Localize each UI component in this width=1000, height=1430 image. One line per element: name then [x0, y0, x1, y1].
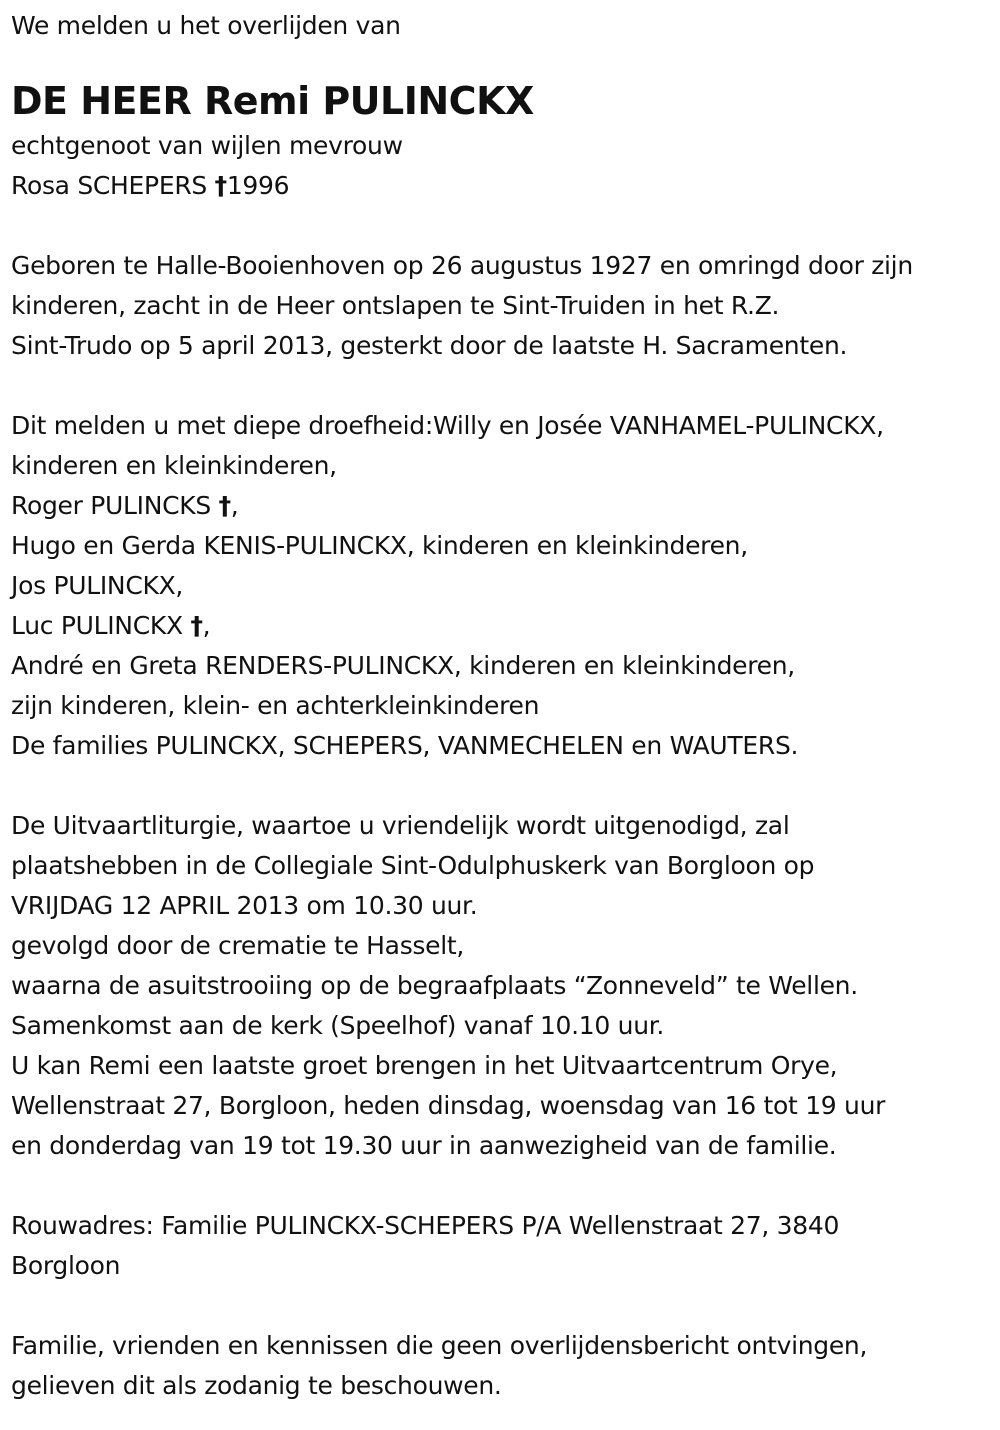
- funeral-line: U kan Remi een laatste groet brengen in het Uitvaartcentrum Orye,: [11, 1051, 838, 1080]
- paragraph-line: Sint-Trudo op 5 april 2013, gesterkt door de laatste H. Sacramenten.: [11, 331, 848, 360]
- funeral-line: Wellenstraat 27, Borgloon, heden dinsdag, woensdag van 16 tot 19 uur: [11, 1091, 886, 1120]
- family-line: Dit melden u met diepe droefheid:Willy en Josée VANHAMEL-PULINCKX,: [11, 411, 884, 440]
- funeral-line: Samenkomst aan de kerk (Speelhof) vanaf 10.10 uur.: [11, 1011, 665, 1040]
- birth-death-paragraph: [11, 246, 996, 366]
- family-paragraph: [11, 406, 996, 766]
- spacer: [11, 1286, 996, 1326]
- cross-icon: †: [190, 611, 203, 640]
- cross-icon: †: [214, 171, 227, 200]
- funeral-line: plaatshebben in de Collegiale Sint-Odulphuskerk van Borgloon op: [11, 851, 815, 880]
- funeral-line: waarna de asuitstrooiing op de begraafplaats “Zonneveld” te Wellen.: [11, 971, 858, 1000]
- spacer: [11, 1166, 996, 1206]
- spouse-name-line: [11, 166, 996, 206]
- closing-paragraph: [11, 1326, 996, 1406]
- spouse-name: Rosa SCHEPERS: [11, 171, 215, 200]
- spouse-death-year: 1996: [226, 171, 290, 200]
- address-line: Borgloon: [11, 1251, 121, 1280]
- family-line: De families PULINCKX, SCHEPERS, VANMECHELEN en WAUTERS.: [11, 731, 799, 760]
- closing-line: Familie, vrienden en kennissen die geen overlijdensbericht ontvingen,: [11, 1331, 868, 1360]
- family-name: Roger PULINCKS: [11, 491, 219, 520]
- paragraph-line: kinderen, zacht in de Heer ontslapen te Sint-Truiden in het R.Z.: [11, 291, 780, 320]
- family-line: kinderen en kleinkinderen,: [11, 451, 337, 480]
- family-member-jos: Jos PULINCKX,: [11, 571, 184, 600]
- family-member-roger: Roger PULINCKS †,: [11, 486, 996, 526]
- closing-line: gelieven dit als zodanig te beschouwen.: [11, 1371, 502, 1400]
- family-line: zijn kinderen, klein- en achterkleinkinderen: [11, 691, 540, 720]
- address-line: Rouwadres: Familie PULINCKX-SCHEPERS P/A Wellenstraat 27, 3840: [11, 1211, 840, 1240]
- funeral-line: gevolgd door de crematie te Hasselt,: [11, 931, 465, 960]
- spouse-line: echtgenoot van wijlen mevrouw: [11, 131, 403, 160]
- paragraph-line: Geboren te Halle-Booienhoven op 26 augustus 1927 en omringd door zijn: [11, 251, 913, 280]
- funeral-line: VRIJDAG 12 APRIL 2013 om 10.30 uur.: [11, 891, 478, 920]
- cross-icon: †: [218, 491, 231, 520]
- family-member-luc: Luc PULINCKX †,: [11, 606, 996, 646]
- spacer: [11, 46, 996, 76]
- spacer: [11, 206, 996, 246]
- family-member-hugo: Hugo en Gerda KENIS-PULINCKX, kinderen en kleinkinderen,: [11, 531, 748, 560]
- address-paragraph: [11, 1206, 996, 1286]
- family-name: Luc PULINCKX: [11, 611, 191, 640]
- deceased-name: DE HEER Remi PULINCKX: [11, 79, 534, 123]
- spacer: [11, 366, 996, 406]
- spacer: [11, 766, 996, 806]
- funeral-line: De Uitvaartliturgie, waartoe u vriendelijk wordt uitgenodigd, zal: [11, 811, 790, 840]
- family-member-andre: André en Greta RENDERS-PULINCKX, kinderen en kleinkinderen,: [11, 651, 795, 680]
- obituary-notice: [11, 6, 996, 1406]
- funeral-paragraph: [11, 806, 996, 1166]
- funeral-line: en donderdag van 19 tot 19.30 uur in aanwezigheid van de familie.: [11, 1131, 837, 1160]
- intro-text: We melden u het overlijden van: [11, 11, 401, 40]
